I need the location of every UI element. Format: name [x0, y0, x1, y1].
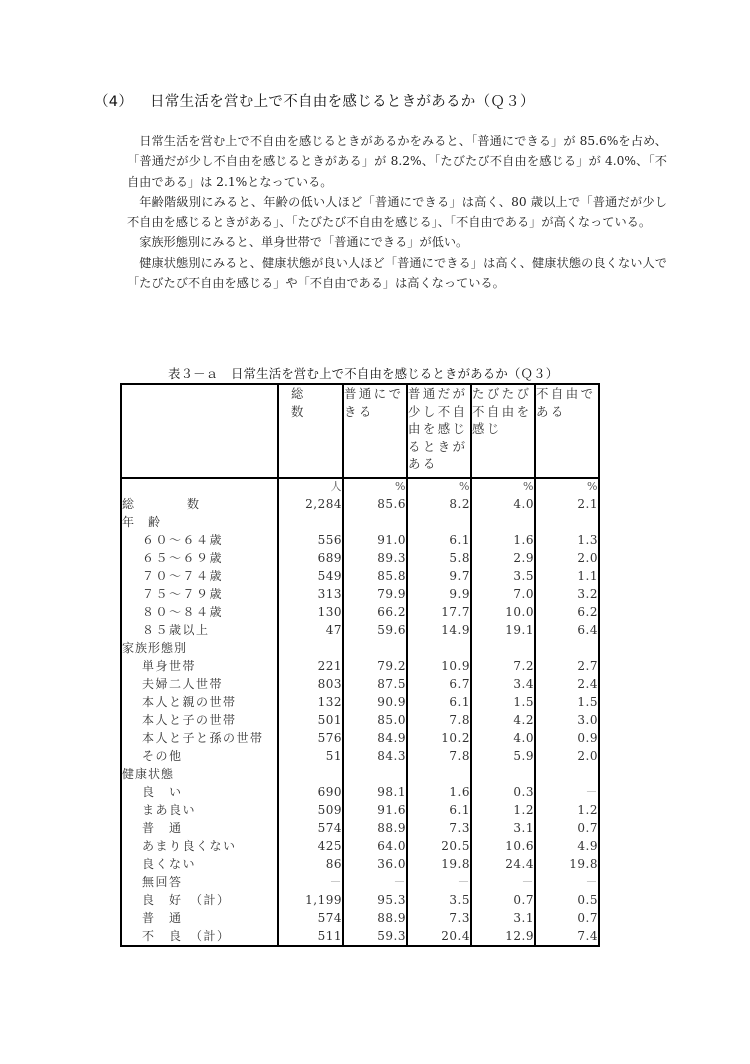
cell-normal: 91.0	[343, 531, 407, 549]
cell-slight: 8.2	[407, 495, 471, 513]
cell-normal: 79.2	[343, 657, 407, 675]
cell-disabled: 3.0	[535, 711, 599, 729]
table-row	[121, 675, 599, 693]
table-row	[121, 747, 599, 765]
cell-total: 690	[278, 783, 343, 801]
cell-often: 24.4	[471, 855, 535, 873]
row-label: その他	[142, 749, 183, 763]
cell-total: 425	[278, 837, 343, 855]
row-label: 本人と親の世帯	[142, 695, 237, 709]
cell-slight: 7.3	[407, 909, 471, 927]
table-row	[121, 495, 599, 513]
cell-often: 19.1	[471, 621, 535, 639]
paragraph-age: 年齢階級別にみると、年齢の低い人ほど「普通にできる」は高く、80 歳以上で「普通だが少し不自由を感じるときがある」、「たびたび不自由を感じる」、「不自由である」が高くなっている。	[127, 194, 667, 230]
cell-normal: 88.9	[343, 819, 407, 837]
table-row	[121, 837, 599, 855]
cell-disabled: 1.1	[535, 567, 599, 585]
cell-disabled: 6.4	[535, 621, 599, 639]
table-group-row	[121, 765, 599, 783]
unit-cell: 人	[278, 478, 343, 495]
cell-normal	[343, 765, 407, 783]
cell-often	[471, 639, 535, 657]
table-row	[121, 729, 599, 747]
cell-slight: 7.8	[407, 711, 471, 729]
row-label: 良 好 （計）	[142, 893, 231, 907]
cell-slight: 9.9	[407, 585, 471, 603]
units-row	[121, 478, 599, 495]
table-group-row	[121, 639, 599, 657]
table-row	[121, 621, 599, 639]
cell-normal: 91.6	[343, 801, 407, 819]
cell-often: 10.6	[471, 837, 535, 855]
cell-total: 511	[278, 927, 343, 946]
table-row	[121, 909, 599, 927]
row-label: 良くない	[142, 857, 197, 871]
cell-total: 556	[278, 531, 343, 549]
cell-normal: 36.0	[343, 855, 407, 873]
row-label: 本人と子と孫の世帯	[142, 731, 264, 745]
table-header-row	[121, 384, 599, 478]
section-number: （4）	[94, 94, 134, 110]
cell-disabled: 0.7	[535, 819, 599, 837]
table-row	[121, 531, 599, 549]
table-row	[121, 693, 599, 711]
cell-total: 509	[278, 801, 343, 819]
cell-normal: 98.1	[343, 783, 407, 801]
cell-total: 51	[278, 747, 343, 765]
cell-often: 7.0	[471, 585, 535, 603]
header-line: 少し不自	[408, 403, 468, 419]
header-line: 不自由で	[536, 386, 596, 401]
cell-normal: 66.2	[343, 603, 407, 621]
cell-often: －	[471, 873, 535, 891]
row-label: 夫婦二人世帯	[142, 677, 224, 691]
cell-often: 0.7	[471, 891, 535, 909]
cell-disabled: 19.8	[535, 855, 599, 873]
cell-disabled: 1.3	[535, 531, 599, 549]
header-line: るときが	[408, 438, 468, 454]
row-label: ７５～７９歳	[142, 587, 224, 601]
cell-disabled: 0.5	[535, 891, 599, 909]
cell-normal: 59.6	[343, 621, 407, 639]
cell-disabled: 0.9	[535, 729, 599, 747]
cell-normal: 90.9	[343, 693, 407, 711]
cell-total: 132	[278, 693, 343, 711]
table-row	[121, 855, 599, 873]
cell-disabled: 4.9	[535, 837, 599, 855]
cell-slight: 20.5	[407, 837, 471, 855]
cell-disabled	[535, 765, 599, 783]
cell-slight: 3.5	[407, 891, 471, 909]
cell-total: 803	[278, 675, 343, 693]
table-row	[121, 891, 599, 909]
table-row	[121, 657, 599, 675]
header-line: 由を感じ	[408, 421, 468, 436]
cell-normal: 85.8	[343, 567, 407, 585]
cell-disabled: 7.4	[535, 927, 599, 946]
cell-total: 576	[278, 729, 343, 747]
row-label: まあ良い	[142, 803, 197, 817]
cell-often: 2.9	[471, 549, 535, 567]
row-label: 普 通	[142, 911, 183, 925]
cell-often: 4.0	[471, 495, 535, 513]
cell-slight: 19.8	[407, 855, 471, 873]
header-total	[278, 384, 343, 478]
table-row	[121, 927, 599, 946]
cell-normal: －	[343, 873, 407, 891]
cell-normal: 95.3	[343, 891, 407, 909]
cell-slight: 10.2	[407, 729, 471, 747]
cell-total: 221	[278, 657, 343, 675]
paragraph-health: 健康状態別にみると、健康状態が良い人ほど「普通にできる」は高く、健康状態の良くない人で「たびたび不自由を感じる」や「不自由である」は高くなっている。	[127, 255, 667, 291]
cell-often: 1.6	[471, 531, 535, 549]
cell-often	[471, 765, 535, 783]
header-disabled	[535, 384, 599, 478]
cell-disabled: 3.2	[535, 585, 599, 603]
row-label: 単身世帯	[142, 659, 197, 673]
body-text	[127, 131, 667, 293]
cell-slight: 1.6	[407, 783, 471, 801]
cell-slight: 20.4	[407, 927, 471, 946]
cell-normal: 85.0	[343, 711, 407, 729]
cell-disabled: －	[535, 783, 599, 801]
cell-normal: 88.9	[343, 909, 407, 927]
cell-total: －	[278, 873, 343, 891]
header-line: ある	[408, 456, 438, 471]
unit-cell: %	[343, 478, 407, 495]
cell-disabled: －	[535, 873, 599, 891]
cell-total	[278, 513, 343, 531]
cell-often: 4.0	[471, 729, 535, 747]
row-label: 総 数	[122, 497, 201, 511]
header-line: 総 数	[291, 386, 315, 419]
row-label: 普 通	[142, 821, 183, 835]
cell-slight: －	[407, 873, 471, 891]
table-row	[121, 603, 599, 621]
row-label: 良 い	[142, 785, 183, 799]
cell-normal: 89.3	[343, 549, 407, 567]
cell-disabled: 0.7	[535, 909, 599, 927]
cell-normal: 59.3	[343, 927, 407, 946]
unit-cell: %	[407, 478, 471, 495]
cell-often: 7.2	[471, 657, 535, 675]
paragraph-overall: 日常生活を営む上で不自由を感じるときがあるかをみると、「普通にできる」が 85.6%を占め、「普通だが少し不自由を感じるときがある」が 8.2%、「たびたび不自由を感じる」が 4.0%、「不自由である」は 2.1%となっている。	[127, 134, 667, 189]
row-label: あまり良くない	[142, 839, 237, 853]
cell-slight: 6.1	[407, 531, 471, 549]
row-label: 無回答	[142, 875, 183, 889]
header-line: 不自由を	[472, 403, 532, 419]
cell-normal: 87.5	[343, 675, 407, 693]
table-row	[121, 567, 599, 585]
cell-total: 2,284	[278, 495, 343, 513]
cell-slight	[407, 513, 471, 531]
cell-total: 574	[278, 909, 343, 927]
table-row	[121, 873, 599, 891]
cell-disabled	[535, 513, 599, 531]
cell-often: 1.2	[471, 801, 535, 819]
cell-often: 3.1	[471, 909, 535, 927]
cell-normal	[343, 639, 407, 657]
cell-total: 1,199	[278, 891, 343, 909]
table-row	[121, 549, 599, 567]
header-slight	[407, 384, 471, 478]
cell-slight	[407, 639, 471, 657]
cell-normal: 64.0	[343, 837, 407, 855]
units-stub	[121, 478, 278, 495]
cell-total: 86	[278, 855, 343, 873]
table-row	[121, 801, 599, 819]
cell-slight: 6.1	[407, 693, 471, 711]
unit-cell: %	[471, 478, 535, 495]
cell-slight	[407, 765, 471, 783]
header-line: 普通にで	[344, 386, 404, 401]
row-label: 年 齢	[122, 515, 162, 529]
table-row	[121, 585, 599, 603]
cell-often: 0.3	[471, 783, 535, 801]
row-label: 家族形態別	[122, 641, 188, 655]
cell-slight: 5.8	[407, 549, 471, 567]
cell-normal: 85.6	[343, 495, 407, 513]
cell-often: 12.9	[471, 927, 535, 946]
cell-total	[278, 765, 343, 783]
cell-slight: 17.7	[407, 603, 471, 621]
cell-total	[278, 639, 343, 657]
row-label: ８０～８４歳	[142, 605, 224, 619]
cell-often: 10.0	[471, 603, 535, 621]
row-label: 不 良 （計）	[142, 929, 231, 943]
header-line: きる	[344, 403, 374, 419]
cell-normal: 84.3	[343, 747, 407, 765]
data-table	[120, 383, 600, 947]
cell-often: 1.5	[471, 693, 535, 711]
header-line: ある	[536, 403, 566, 419]
cell-total: 130	[278, 603, 343, 621]
cell-disabled: 2.4	[535, 675, 599, 693]
cell-total: 47	[278, 621, 343, 639]
cell-disabled	[535, 639, 599, 657]
row-label: ６５～６９歳	[142, 551, 224, 565]
cell-slight: 10.9	[407, 657, 471, 675]
cell-disabled: 2.0	[535, 549, 599, 567]
cell-often: 3.1	[471, 819, 535, 837]
cell-often: 5.9	[471, 747, 535, 765]
header-line: 感じ	[472, 421, 502, 436]
table-row	[121, 783, 599, 801]
section-heading	[94, 90, 535, 111]
cell-slight: 6.7	[407, 675, 471, 693]
cell-often: 3.5	[471, 567, 535, 585]
cell-slight: 6.1	[407, 801, 471, 819]
cell-total: 689	[278, 549, 343, 567]
cell-disabled: 2.0	[535, 747, 599, 765]
header-line: たびたび	[472, 386, 532, 401]
table-row	[121, 819, 599, 837]
cell-slight: 9.7	[407, 567, 471, 585]
row-label: ７０～７４歳	[142, 569, 224, 583]
cell-normal: 79.9	[343, 585, 407, 603]
table-body	[121, 478, 599, 946]
row-label: 健康状態	[122, 767, 175, 781]
cell-slight: 7.8	[407, 747, 471, 765]
section-title: 日常生活を営む上で不自由を感じるときがあるか（Ｑ３）	[150, 94, 535, 110]
cell-disabled: 6.2	[535, 603, 599, 621]
row-label: 本人と子の世帯	[142, 713, 237, 727]
table-caption: 表３－ａ 日常生活を営む上で不自由を感じるときがあるか（Ｑ３）	[168, 366, 559, 381]
cell-total: 574	[278, 819, 343, 837]
table-group-row	[121, 513, 599, 531]
cell-disabled: 1.2	[535, 801, 599, 819]
cell-normal	[343, 513, 407, 531]
cell-often	[471, 513, 535, 531]
cell-disabled: 2.7	[535, 657, 599, 675]
cell-often: 3.4	[471, 675, 535, 693]
unit-cell: %	[535, 478, 599, 495]
cell-slight: 14.9	[407, 621, 471, 639]
table-row	[121, 711, 599, 729]
cell-disabled: 1.5	[535, 693, 599, 711]
cell-disabled: 2.1	[535, 495, 599, 513]
row-label: ６０～６４歳	[142, 533, 224, 547]
header-often	[471, 384, 535, 478]
paragraph-family: 家族形態別にみると、単身世帯で「普通にできる」が低い。	[139, 235, 469, 250]
cell-total: 501	[278, 711, 343, 729]
cell-often: 4.2	[471, 711, 535, 729]
row-label: ８５歳以上	[142, 623, 210, 637]
cell-total: 549	[278, 567, 343, 585]
cell-normal: 84.9	[343, 729, 407, 747]
stub-header	[121, 384, 278, 478]
header-normal	[343, 384, 407, 478]
cell-slight: 7.3	[407, 819, 471, 837]
cell-total: 313	[278, 585, 343, 603]
header-line: 普通だが	[408, 386, 468, 401]
